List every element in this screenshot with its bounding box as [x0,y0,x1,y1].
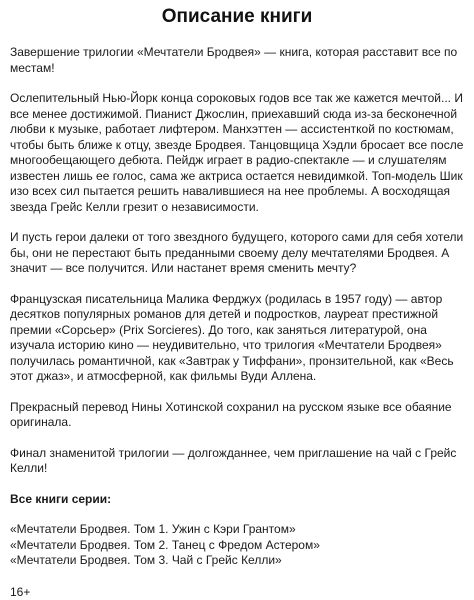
series-book-item: «Мечтатели Бродвея. Том 2. Танец с Фредом Астером» [10,538,464,554]
series-heading: Все книги серии: [10,492,464,508]
description-paragraph-intro: Завершение трилогии «Мечтатели Бродвея» — книга, которая расставит все по местам! [10,45,464,76]
description-paragraph-author: Французская писательница Малика Ферджух (родилась в 1957 году) — автор десятков популярных романов для детей и подростков, лауреат престижной премии «Сорсьер» (Prix Sorcieres). До того, как заняться литературой, она изучала историю кино — неудивительно, что трилогия «Мечтатели Бродвея» получилась романтичной, как «Завтрак у Тиффани», пронзительной, как «Весь этот джаз», и атмосферной, как фильмы Вуди Аллена. [10,292,464,385]
description-paragraph-plot: Ослепительный Нью-Йорк конца сороковых годов все так же кажется мечтой... И все менее достижимой. Пианист Джослин, приехавший сюда из-за бесконечной любви к музыке, работает лифтером. Манхэттен — ассистенткой по костюмам, чтобы быть ближе к отцу, звезде Бродвея. Танцовщица Хэдли бросает все после многообещающего дебюта. Пейдж играет в радио-спектакле — и слушателям известен лишь ее голос, сама же актриса остается невидимкой. Топ-модель Шик изо всех сил пытается решить навалившиеся на нее проблемы. А восходящая звезда Грейс Келли грезит о независимости. [10,91,464,215]
description-paragraph-heroes: И пусть герои далеки от того звездного будущего, которого сами для себя хотели бы, они не перестают быть преданными своему делу мечтателями Бродвея. А значит — все получится. Или настанет время сменить мечту? [10,230,464,277]
age-rating: 16+ [10,585,464,600]
series-list [10,522,464,569]
description-paragraph-translation: Прекрасный перевод Нины Хотинской сохранил на русском языке все обаяние оригинала. [10,400,464,431]
page-title: Описание книги [10,6,464,28]
series-book-item: «Мечтатели Бродвея. Том 1. Ужин с Кэри Грантом» [10,522,464,538]
description-paragraph-finale: Финал знаменитой трилогии — долгожданнее, чем приглашение на чай с Грейс Келли! [10,446,464,477]
series-book-item: «Мечтатели Бродвея. Том 3. Чай с Грейс Келли» [10,553,464,569]
